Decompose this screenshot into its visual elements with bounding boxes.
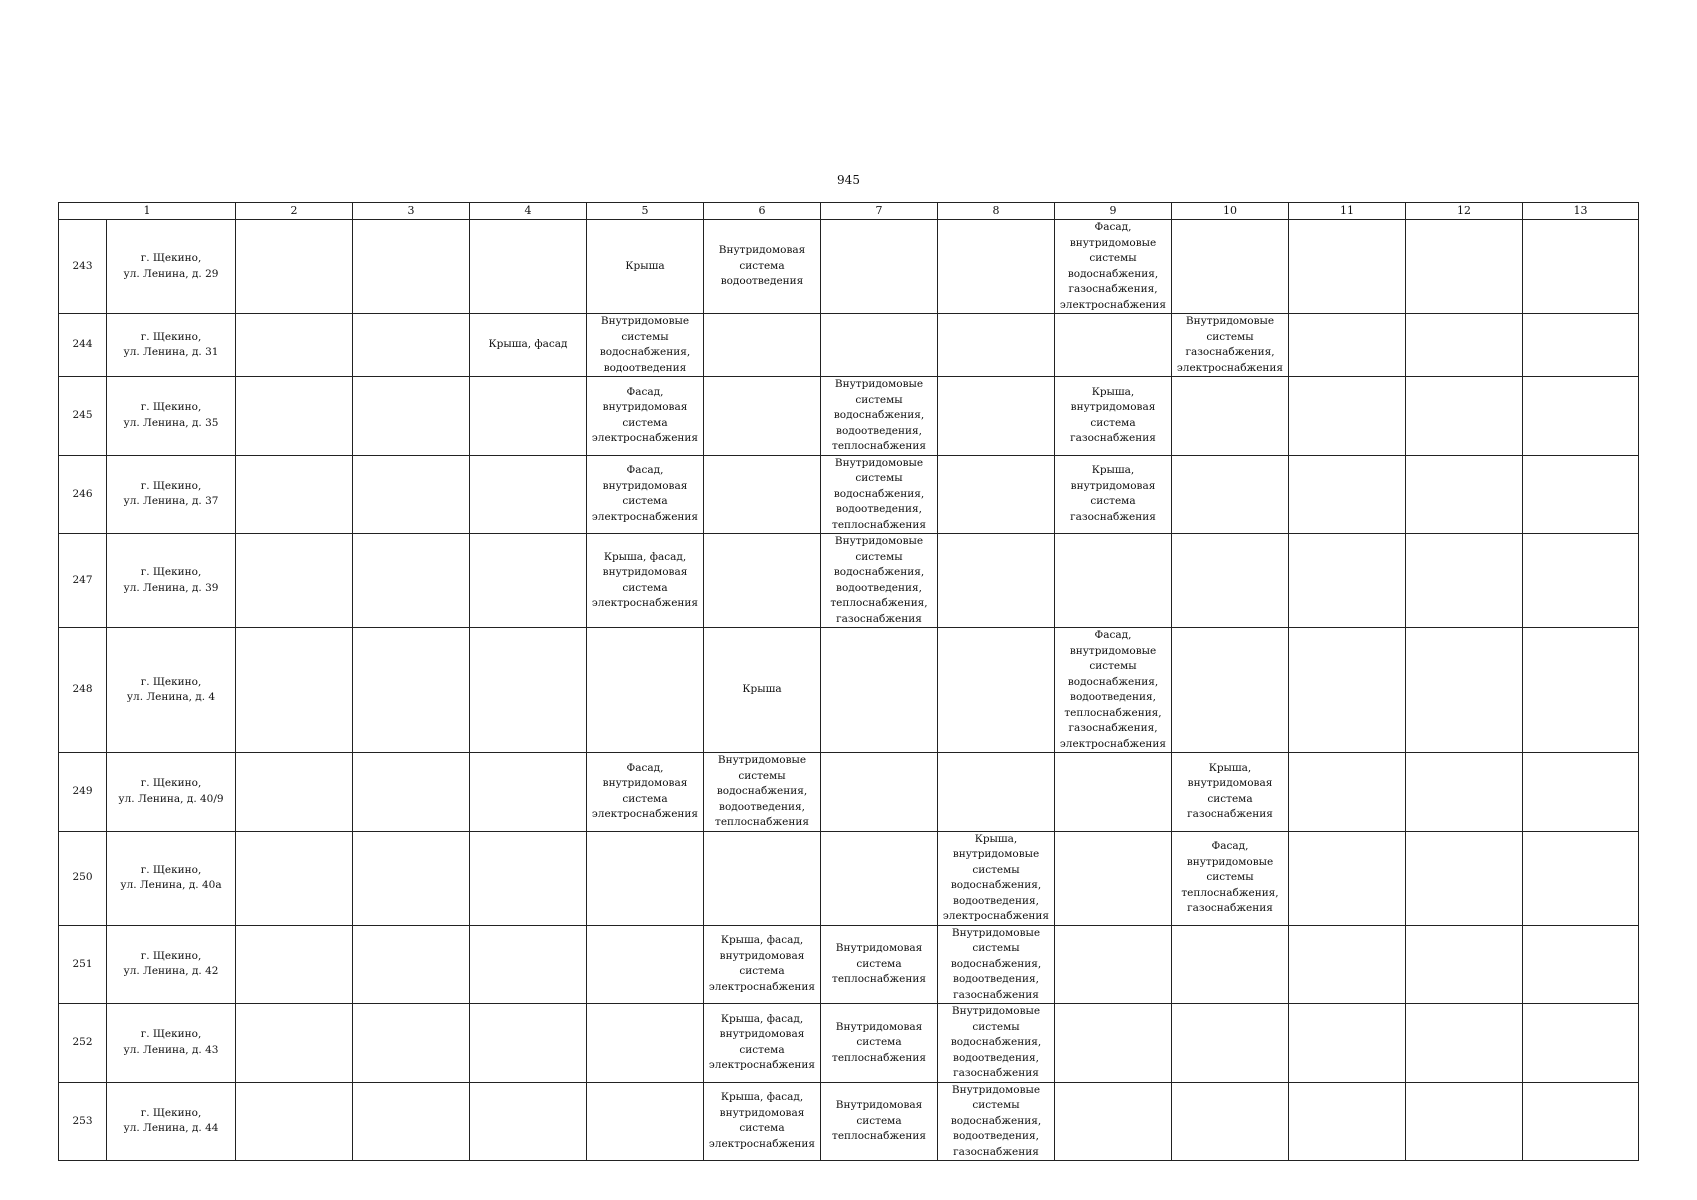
work-cell-col-9 bbox=[1055, 534, 1172, 628]
work-cell-col-11 bbox=[1289, 628, 1406, 753]
work-cell-col-9 bbox=[1055, 377, 1172, 456]
address-text: г. Щекино, ул. Ленина, д. 39 bbox=[123, 566, 219, 594]
table-row bbox=[59, 925, 1639, 1004]
work-cell-col-2 bbox=[236, 220, 353, 314]
work-cell-col-2 bbox=[236, 534, 353, 628]
work-text: Крыша, внутридомовая система газоснабжения bbox=[1070, 464, 1156, 523]
work-cell-col-3 bbox=[353, 628, 470, 753]
work-cell-col-13 bbox=[1523, 220, 1639, 314]
work-cell-col-4 bbox=[470, 925, 587, 1004]
table-row bbox=[59, 220, 1639, 314]
page-number-text: 945 bbox=[837, 173, 860, 187]
address-text: г. Щекино, ул. Ленина, д. 40/9 bbox=[118, 777, 224, 805]
work-cell-col-6 bbox=[704, 534, 821, 628]
column-header-7: 7 bbox=[821, 203, 938, 220]
work-cell-col-5 bbox=[587, 628, 704, 753]
work-cell-col-12 bbox=[1406, 220, 1523, 314]
work-text: Внутридомовые системы водоснабжения, водоотведения, газоснабжения bbox=[950, 1005, 1042, 1079]
work-cell-col-9 bbox=[1055, 753, 1172, 832]
work-cell-col-10 bbox=[1172, 314, 1289, 377]
work-text: Крыша, фасад, внутридомовая система электроснабжения bbox=[708, 1012, 816, 1072]
address-text: г. Щекино, ул. Ленина, д. 37 bbox=[123, 479, 219, 508]
table-row bbox=[59, 455, 1639, 534]
work-text: Фасад, внутридомовая система электроснабжения bbox=[591, 464, 699, 523]
row-number: 244 bbox=[59, 314, 107, 377]
work-text: Фасад, внутридомовые системы теплоснабжения, газоснабжения bbox=[1181, 840, 1279, 915]
work-cell-col-10 bbox=[1172, 220, 1289, 314]
work-cell-col-11 bbox=[1289, 534, 1406, 628]
work-cell-col-9 bbox=[1055, 455, 1172, 534]
work-cell-col-7 bbox=[821, 377, 938, 456]
work-cell-col-7 bbox=[821, 314, 938, 377]
column-header-13: 13 bbox=[1523, 203, 1639, 220]
work-cell-col-3 bbox=[353, 534, 470, 628]
table-row bbox=[59, 628, 1639, 753]
column-header-1: 1 bbox=[59, 203, 236, 220]
work-cell-col-12 bbox=[1406, 377, 1523, 456]
work-cell-col-12 bbox=[1406, 455, 1523, 534]
work-cell-col-8 bbox=[938, 831, 1055, 925]
work-cell-col-6 bbox=[704, 628, 821, 753]
row-number: 243 bbox=[59, 220, 107, 314]
work-cell-col-13 bbox=[1523, 1082, 1639, 1161]
row-number: 248 bbox=[59, 628, 107, 753]
work-cell-col-13 bbox=[1523, 925, 1639, 1004]
work-cell-col-7 bbox=[821, 753, 938, 832]
table-row bbox=[59, 377, 1639, 456]
work-cell-col-10 bbox=[1172, 534, 1289, 628]
work-cell-col-5 bbox=[587, 314, 704, 377]
work-text: Фасад, внутридомовая система электроснабжения bbox=[591, 385, 699, 445]
work-cell-col-7 bbox=[821, 534, 938, 628]
work-cell-col-10 bbox=[1172, 455, 1289, 534]
work-cell-col-2 bbox=[236, 377, 353, 456]
column-header-11: 11 bbox=[1289, 203, 1406, 220]
work-cell-col-4 bbox=[470, 753, 587, 832]
column-header-2: 2 bbox=[236, 203, 353, 220]
work-cell-col-2 bbox=[236, 831, 353, 925]
work-text: Крыша, фасад, внутридомовая система электроснабжения bbox=[708, 1091, 816, 1150]
work-cell-col-12 bbox=[1406, 314, 1523, 377]
work-text: Внутридомовые системы водоснабжения, водоотведения, теплоснабжения bbox=[715, 754, 809, 828]
column-header-9: 9 bbox=[1055, 203, 1172, 220]
work-cell-col-11 bbox=[1289, 1082, 1406, 1161]
work-cell-col-4 bbox=[470, 314, 587, 377]
table-row bbox=[59, 534, 1639, 628]
work-cell-col-4 bbox=[470, 1082, 587, 1161]
work-cell-col-4 bbox=[470, 534, 587, 628]
work-text: Крыша bbox=[625, 259, 665, 272]
work-cell-col-8 bbox=[938, 628, 1055, 753]
work-cell-col-7 bbox=[821, 628, 938, 753]
work-cell-col-9 bbox=[1055, 220, 1172, 314]
work-cell-col-7 bbox=[821, 455, 938, 534]
column-header-row bbox=[59, 203, 1639, 220]
work-cell-col-12 bbox=[1406, 831, 1523, 925]
table-row bbox=[59, 314, 1639, 377]
work-cell-col-11 bbox=[1289, 220, 1406, 314]
work-cell-col-4 bbox=[470, 831, 587, 925]
column-header-8: 8 bbox=[938, 203, 1055, 220]
column-header-6: 6 bbox=[704, 203, 821, 220]
column-header-4: 4 bbox=[470, 203, 587, 220]
work-cell-col-4 bbox=[470, 1004, 587, 1083]
work-cell-col-7 bbox=[821, 831, 938, 925]
work-cell-col-5 bbox=[587, 1004, 704, 1083]
column-header-10: 10 bbox=[1172, 203, 1289, 220]
work-text: Крыша, внутридомовые системы водоснабжения, водоотведения, электроснабжения bbox=[942, 832, 1050, 922]
row-number: 250 bbox=[59, 831, 107, 925]
address-text: г. Щекино, ул. Ленина, д. 35 bbox=[123, 401, 219, 429]
work-cell-col-4 bbox=[470, 628, 587, 753]
work-cell-col-11 bbox=[1289, 831, 1406, 925]
work-cell-col-12 bbox=[1406, 925, 1523, 1004]
table-row bbox=[59, 753, 1639, 832]
work-cell-col-10 bbox=[1172, 925, 1289, 1004]
work-cell-col-8 bbox=[938, 220, 1055, 314]
address-cell bbox=[107, 220, 236, 314]
work-cell-col-11 bbox=[1289, 377, 1406, 456]
work-cell-col-12 bbox=[1406, 1082, 1523, 1161]
work-cell-col-7 bbox=[821, 1082, 938, 1161]
address-text: г. Щекино, ул. Ленина, д. 44 bbox=[123, 1106, 219, 1135]
work-cell-col-8 bbox=[938, 377, 1055, 456]
work-text: Крыша bbox=[742, 683, 782, 696]
address-text: г. Щекино, ул. Ленина, д. 40а bbox=[120, 863, 222, 891]
work-cell-col-13 bbox=[1523, 1004, 1639, 1083]
work-cell-col-6 bbox=[704, 831, 821, 925]
repair-schedule-table bbox=[58, 202, 1639, 1161]
work-cell-col-11 bbox=[1289, 925, 1406, 1004]
work-text: Внутридомовые системы водоснабжения, водоотведения, газоснабжения bbox=[950, 926, 1042, 1001]
work-cell-col-6 bbox=[704, 314, 821, 377]
row-number: 249 bbox=[59, 753, 107, 832]
address-text: г. Щекино, ул. Ленина, д. 43 bbox=[123, 1028, 219, 1056]
work-cell-col-9 bbox=[1055, 1004, 1172, 1083]
work-cell-col-13 bbox=[1523, 455, 1639, 534]
work-cell-col-7 bbox=[821, 220, 938, 314]
work-cell-col-11 bbox=[1289, 314, 1406, 377]
work-cell-col-9 bbox=[1055, 831, 1172, 925]
work-text: Внутридомовые системы газоснабжения, электроснабжения bbox=[1176, 315, 1284, 374]
work-cell-col-13 bbox=[1523, 314, 1639, 377]
work-cell-col-3 bbox=[353, 925, 470, 1004]
column-header-12: 12 bbox=[1406, 203, 1523, 220]
work-cell-col-12 bbox=[1406, 753, 1523, 832]
address-cell bbox=[107, 534, 236, 628]
work-cell-col-6 bbox=[704, 1004, 821, 1083]
work-cell-col-6 bbox=[704, 753, 821, 832]
work-cell-col-3 bbox=[353, 455, 470, 534]
work-text: Внутридомовые системы водоснабжения, водоотведения, газоснабжения bbox=[950, 1083, 1042, 1158]
work-cell-col-9 bbox=[1055, 925, 1172, 1004]
work-text: Крыша, внутридомовая система газоснабжения bbox=[1070, 385, 1156, 445]
work-cell-col-5 bbox=[587, 753, 704, 832]
work-text: Фасад, внутридомовая система электроснабжения bbox=[591, 761, 699, 821]
work-text: Крыша, фасад, внутридомовая система электроснабжения bbox=[708, 934, 816, 993]
work-cell-col-6 bbox=[704, 455, 821, 534]
work-cell-col-6 bbox=[704, 1082, 821, 1161]
work-text: Внутридомовая система теплоснабжения bbox=[832, 1099, 926, 1142]
work-cell-col-3 bbox=[353, 1004, 470, 1083]
row-number: 252 bbox=[59, 1004, 107, 1083]
work-cell-col-6 bbox=[704, 377, 821, 456]
work-cell-col-8 bbox=[938, 314, 1055, 377]
address-cell bbox=[107, 455, 236, 534]
address-cell bbox=[107, 831, 236, 925]
work-cell-col-10 bbox=[1172, 831, 1289, 925]
work-cell-col-2 bbox=[236, 925, 353, 1004]
work-cell-col-9 bbox=[1055, 1082, 1172, 1161]
page-number bbox=[0, 173, 1697, 187]
work-text: Крыша, фасад, внутридомовая система электроснабжения bbox=[591, 550, 699, 609]
work-cell-col-6 bbox=[704, 220, 821, 314]
work-cell-col-13 bbox=[1523, 534, 1639, 628]
work-cell-col-11 bbox=[1289, 455, 1406, 534]
work-cell-col-8 bbox=[938, 925, 1055, 1004]
work-text: Фасад, внутридомовые системы водоснабжения, водоотведения, теплоснабжения, газоснабжения, электроснабжения bbox=[1059, 629, 1167, 750]
work-cell-col-2 bbox=[236, 1082, 353, 1161]
work-cell-col-10 bbox=[1172, 753, 1289, 832]
address-text: г. Щекино, ул. Ленина, д. 4 bbox=[126, 675, 216, 703]
work-cell-col-3 bbox=[353, 1082, 470, 1161]
work-cell-col-2 bbox=[236, 753, 353, 832]
work-text: Внутридомовые системы водоснабжения, водоотведения, теплоснабжения bbox=[832, 378, 926, 452]
work-cell-col-5 bbox=[587, 831, 704, 925]
work-cell-col-8 bbox=[938, 455, 1055, 534]
row-number: 251 bbox=[59, 925, 107, 1004]
work-cell-col-10 bbox=[1172, 1004, 1289, 1083]
row-number: 253 bbox=[59, 1082, 107, 1161]
work-cell-col-8 bbox=[938, 1004, 1055, 1083]
work-cell-col-3 bbox=[353, 314, 470, 377]
row-number: 247 bbox=[59, 534, 107, 628]
work-cell-col-9 bbox=[1055, 628, 1172, 753]
work-cell-col-5 bbox=[587, 220, 704, 314]
address-cell bbox=[107, 925, 236, 1004]
work-cell-col-4 bbox=[470, 220, 587, 314]
work-cell-col-13 bbox=[1523, 831, 1639, 925]
work-cell-col-12 bbox=[1406, 1004, 1523, 1083]
work-text: Крыша, внутридомовая система газоснабжения bbox=[1187, 761, 1273, 821]
work-cell-col-2 bbox=[236, 455, 353, 534]
work-cell-col-10 bbox=[1172, 1082, 1289, 1161]
work-text: Внутридомовая система теплоснабжения bbox=[832, 942, 926, 985]
work-cell-col-7 bbox=[821, 1004, 938, 1083]
work-text: Внутридомовые системы водоснабжения, водоотведения, теплоснабжения, газоснабжения bbox=[830, 535, 928, 625]
table-row bbox=[59, 1004, 1639, 1083]
work-cell-col-3 bbox=[353, 753, 470, 832]
work-cell-col-2 bbox=[236, 314, 353, 377]
address-text: г. Щекино, ул. Ленина, д. 29 bbox=[123, 252, 219, 280]
address-text: г. Щекино, ул. Ленина, д. 31 bbox=[123, 330, 219, 358]
work-cell-col-12 bbox=[1406, 534, 1523, 628]
work-cell-col-5 bbox=[587, 1082, 704, 1161]
column-header-3: 3 bbox=[353, 203, 470, 220]
work-cell-col-5 bbox=[587, 377, 704, 456]
address-cell bbox=[107, 1004, 236, 1083]
table-row bbox=[59, 831, 1639, 925]
work-cell-col-8 bbox=[938, 1082, 1055, 1161]
work-cell-col-13 bbox=[1523, 628, 1639, 753]
address-text: г. Щекино, ул. Ленина, д. 42 bbox=[123, 949, 219, 978]
address-cell bbox=[107, 1082, 236, 1161]
address-cell bbox=[107, 628, 236, 753]
work-cell-col-13 bbox=[1523, 753, 1639, 832]
work-cell-col-3 bbox=[353, 220, 470, 314]
address-cell bbox=[107, 314, 236, 377]
work-cell-col-11 bbox=[1289, 753, 1406, 832]
work-text: Внутридомовые системы водоснабжения, водоотведения, теплоснабжения bbox=[832, 456, 926, 531]
row-number: 246 bbox=[59, 455, 107, 534]
work-text: Внутридомовая система теплоснабжения bbox=[832, 1020, 926, 1064]
row-number: 245 bbox=[59, 377, 107, 456]
work-cell-col-5 bbox=[587, 925, 704, 1004]
work-cell-col-9 bbox=[1055, 314, 1172, 377]
work-cell-col-5 bbox=[587, 534, 704, 628]
column-header-5: 5 bbox=[587, 203, 704, 220]
work-cell-col-3 bbox=[353, 831, 470, 925]
work-cell-col-10 bbox=[1172, 377, 1289, 456]
work-cell-col-8 bbox=[938, 753, 1055, 832]
work-cell-col-3 bbox=[353, 377, 470, 456]
work-cell-col-11 bbox=[1289, 1004, 1406, 1083]
work-cell-col-12 bbox=[1406, 628, 1523, 753]
table-row bbox=[59, 1082, 1639, 1161]
work-cell-col-5 bbox=[587, 455, 704, 534]
work-cell-col-7 bbox=[821, 925, 938, 1004]
work-cell-col-10 bbox=[1172, 628, 1289, 753]
work-text: Крыша, фасад bbox=[488, 338, 568, 351]
work-cell-col-2 bbox=[236, 1004, 353, 1083]
work-cell-col-4 bbox=[470, 455, 587, 534]
address-cell bbox=[107, 753, 236, 832]
address-cell bbox=[107, 377, 236, 456]
work-text: Внутридомовые системы водоснабжения, водоотведения bbox=[599, 315, 691, 374]
work-text: Фасад, внутридомовые системы водоснабжения, газоснабжения, электроснабжения bbox=[1059, 221, 1167, 311]
work-cell-col-13 bbox=[1523, 377, 1639, 456]
work-cell-col-2 bbox=[236, 628, 353, 753]
work-cell-col-4 bbox=[470, 377, 587, 456]
work-cell-col-8 bbox=[938, 534, 1055, 628]
work-cell-col-6 bbox=[704, 925, 821, 1004]
work-text: Внутридомовая система водоотведения bbox=[718, 244, 806, 288]
